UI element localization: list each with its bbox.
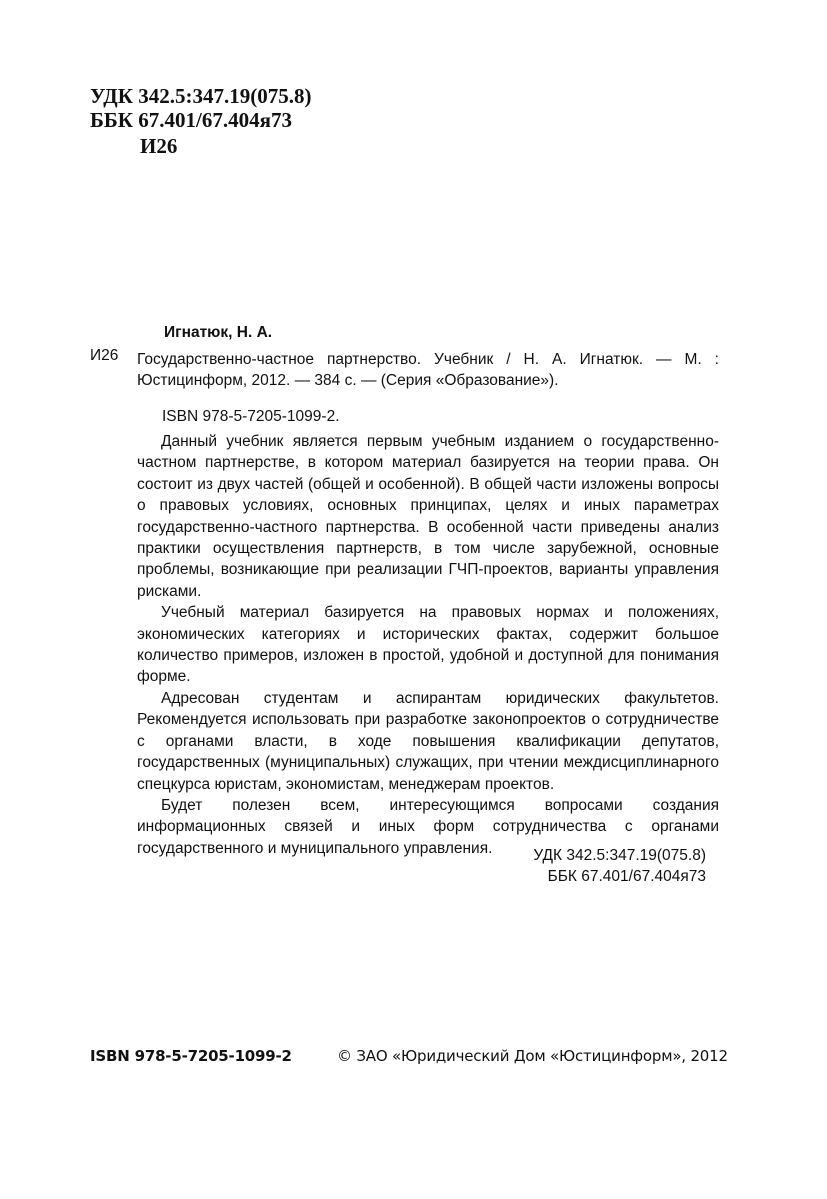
title-separator: . <box>416 351 435 368</box>
footer-isbn: ISBN 978-5-7205-1099-2 <box>90 1047 292 1065</box>
udk-code-header: УДК 342.5:347.19(075.8) <box>90 84 312 108</box>
bibliographic-description <box>137 349 719 392</box>
annotation <box>137 431 719 859</box>
annotation-paragraph: Будет полезен всем, интересующимся вопросами создания информационных связей и иных форм сотрудничества с органами государственного и муниципального управления. <box>137 796 719 857</box>
isbn-entry: ISBN 978-5-7205-1099-2. <box>162 408 340 425</box>
udk-code-bottom: УДК 342.5:347.19(075.8) <box>533 847 706 864</box>
annotation-paragraph: Данный учебник является первым учебным изданием о государственно-частном партнерстве, в котором материал базируется на теории права. Он состоит из двух частей (общей и особенной). В общей части изложены вопросы о правовых условиях, основных принципах, целях и иных параметрах государственно-частного партнерства. В особенной части приведены анализ практики осуществления партнерств, в том числе зарубежной, основные проблемы, возникающие при реализации ГЧП-проектов, варианты управления рисками. <box>137 433 719 600</box>
author-name: Игнатюк, Н. А. <box>164 324 273 341</box>
author-index: И26 <box>90 347 119 364</box>
copyright-notice: © ЗАО «Юридический Дом «Юстицинформ», 2012 <box>337 1047 728 1065</box>
book-title: Государственно-частное партнерство <box>137 351 417 368</box>
annotation-paragraph: Учебный материал базируется на правовых нормах и положениях, экономических категориях и исторических фактах, содержит большое количество примеров, изложен в простой, удобной и доступной для понимания форме. <box>137 604 719 686</box>
bbk-code-header: ББК 67.401/67.404я73 <box>90 108 292 132</box>
bibliographic-details: Учебник / Н. А. Игнатюк. — М. : Юстицинформ, 2012. — 384 с. — (Серия «Образование»). <box>137 351 719 390</box>
author-index-header: И26 <box>140 134 178 158</box>
annotation-paragraph: Адресован студентам и аспирантам юридических факультетов. Рекомендуется использовать при разработке законопроектов о сотрудничестве с органами власти, в ходе повышения квалификации депутатов, государственных (муниципальных) служащих, при чтении междисциплинарного спецкурса юристам, экономистам, менеджерам проектов. <box>137 689 719 793</box>
bbk-code-bottom: ББК 67.401/67.404я73 <box>547 868 706 885</box>
